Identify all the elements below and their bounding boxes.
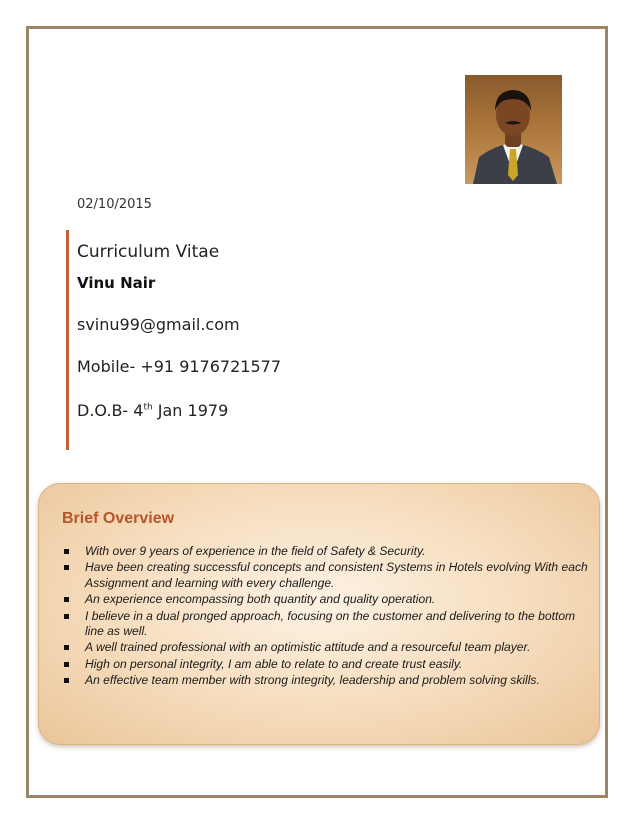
list-item-text: A well trained professional with an optimistic attitude and a resourceful team player. [85, 640, 531, 655]
list-item [61, 544, 591, 559]
square-bullet-icon [64, 614, 69, 619]
square-bullet-icon [64, 678, 69, 683]
list-item [61, 673, 591, 688]
list-item [61, 560, 591, 591]
overview-title: Brief Overview [62, 510, 175, 527]
list-item-text: An experience encompassing both quantity and quality operation. [85, 592, 436, 607]
list-item-text: With over 9 years of experience in the field of Safety & Security. [85, 544, 426, 558]
dob-suffix: Jan 1979 [152, 401, 229, 420]
email-address: svinu99@gmail.com [77, 315, 240, 334]
square-bullet-icon [64, 597, 69, 602]
overview-panel [38, 483, 600, 745]
square-bullet-icon [64, 662, 69, 667]
mobile-number: Mobile- +91 9176721577 [77, 357, 281, 376]
list-item [61, 592, 591, 607]
list-item-text: High on personal integrity, I am able to relate to and create trust easily. [85, 656, 463, 671]
list-item [61, 609, 591, 640]
overview-list [61, 544, 591, 690]
profile-photo [465, 75, 562, 184]
list-item [61, 657, 591, 672]
square-bullet-icon [64, 549, 69, 554]
square-bullet-icon [64, 565, 69, 570]
list-item-text: Have been creating successful concepts and consistent Systems in Hotels evolving With each Assignment and learning with every challenge. [85, 560, 588, 590]
dob-prefix: D.O.B- 4 [77, 401, 144, 420]
list-item [61, 640, 591, 655]
list-item-text: An effective team member with strong integrity, leadership and problem solving skills. [85, 673, 540, 688]
document-date: 02/10/2015 [77, 197, 152, 212]
accent-bar [66, 230, 69, 450]
dob-ordinal: th [143, 402, 153, 413]
cv-title: Curriculum Vitae [77, 242, 220, 262]
square-bullet-icon [64, 645, 69, 650]
date-of-birth [77, 401, 228, 420]
candidate-name: Vinu Nair [77, 274, 156, 292]
list-item-text: I believe in a dual pronged approach, focusing on the customer and delivering to the bottom line as well. [85, 608, 576, 639]
